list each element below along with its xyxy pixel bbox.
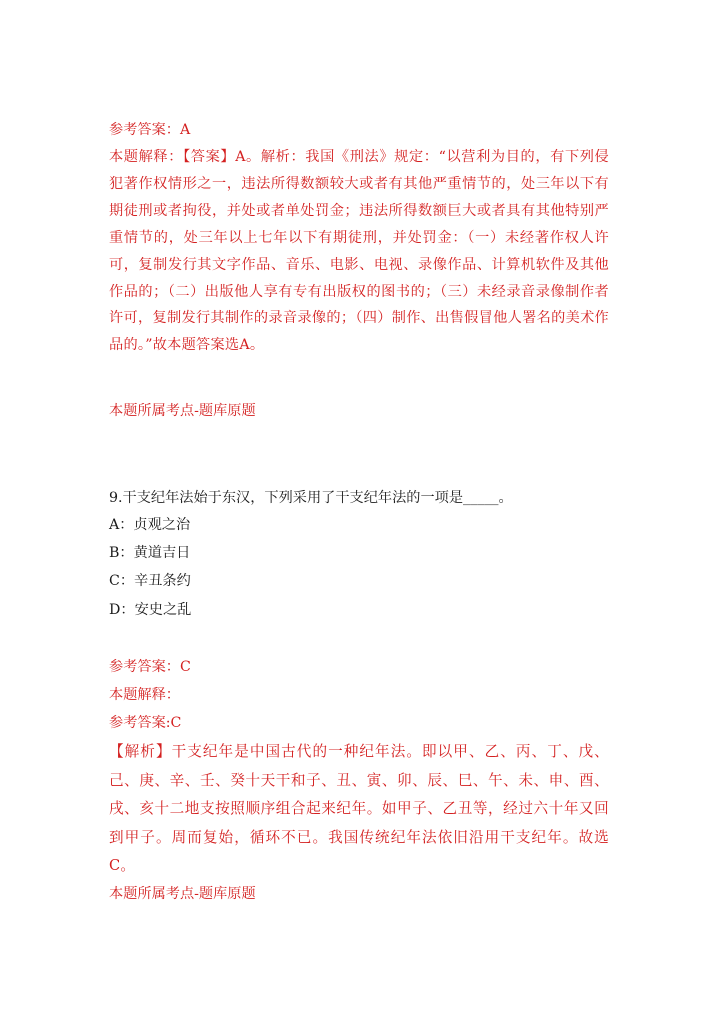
option-a: A：贞观之治: [109, 517, 191, 533]
option-b: B：黄道吉日: [109, 545, 191, 561]
source-note-2: 本题所属考点-题库原题: [109, 886, 256, 902]
question-stem: 9.干支纪年法始于东汉，下列采用了干支纪年法的一项是_____。: [109, 490, 513, 506]
reference-answer-repeat: 参考答案:C: [109, 715, 182, 731]
explanation-1: 本题解释：【答案】A。解析：我国《刑法》规定：“以营利为目的，有下列侵犯著作权情形之一，违法所得数额较大或者有其他严重情节的，处三年以下有期徒刑或者拘役，并处或者单处罚金；违法所得数额巨大或者具有其他特别严重情节的，处三年以上七年以下有期徒刑，并处罚金：（一）未经著作权人许可，复制发行其文字作品、音乐、电影、电视、录像作品、计算机软件及其他作品的；（二）出版他人享有专有出版权的图书的；（三）未经录音录像制作者许可，复制发行其制作的录音录像的；（四）制作、出售假冒他人署名的美术作品的。”故本题答案选A。: [109, 149, 609, 354]
analysis-2: 【解析】干支纪年是中国古代的一种纪年法。即以甲、乙、丙、丁、戊、己、庚、辛、壬、癸十天干和子、丑、寅、卯、辰、巳、午、未、申、酉、戌、亥十二地支按照顺序组合起来纪年。如甲子、乙丑等，经过六十年又回到甲子。周而复始，循环不已。我国传统纪年法依旧沿用干支纪年。故选C。: [109, 743, 609, 874]
option-d: D：安史之乱: [109, 602, 192, 618]
explanation-label-2: 本题解释：: [109, 687, 180, 703]
source-note-1: 本题所属考点-题库原题: [109, 403, 256, 419]
option-c: C：辛丑条约: [109, 573, 191, 589]
reference-answer-2: 参考答案：C: [109, 659, 191, 675]
reference-answer-1: 参考答案：A: [109, 122, 191, 138]
